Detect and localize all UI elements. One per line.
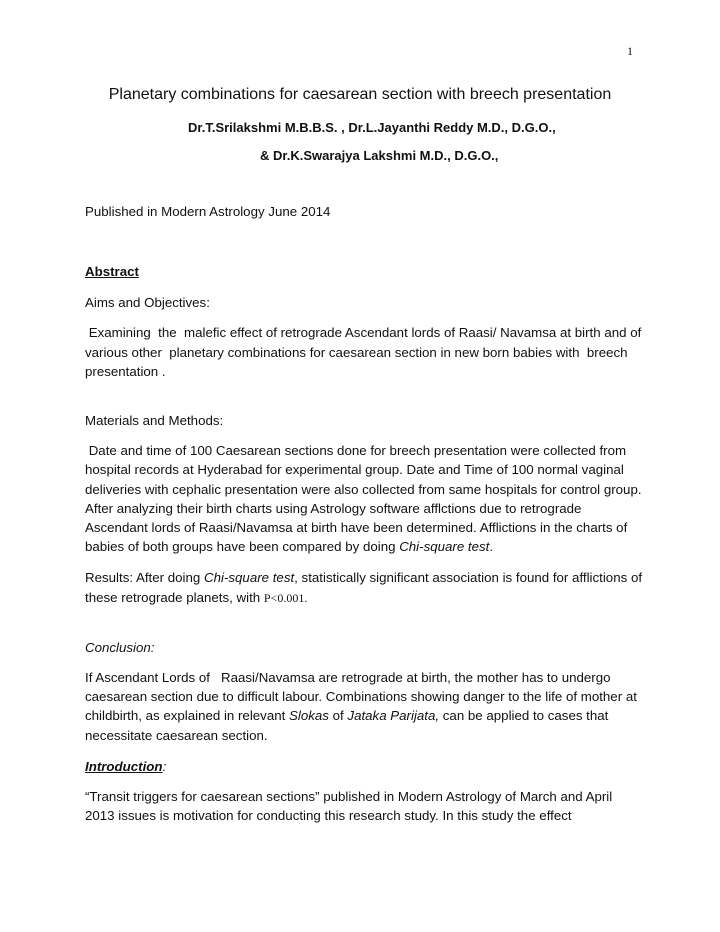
- conclusion-text: If Ascendant Lords of Raasi/Navamsa are retrograde at birth, the mother has to undergo caesarean section due to difficult labour. Combinations showing danger to the life of mother at childbirth, as explained in relevant: [85, 670, 641, 724]
- methods-chi-square: Chi-square test: [399, 539, 490, 555]
- conclusion-paragraph: [85, 668, 645, 745]
- introduction-colon: :: [162, 758, 167, 774]
- conclusion-jataka-parijata: Jataka Parijata,: [347, 708, 440, 724]
- results-paragraph: [85, 568, 645, 607]
- results-p-value: P<0.001.: [263, 590, 308, 605]
- conclusion-slokas: Slokas: [289, 708, 329, 724]
- introduction-heading: [85, 757, 645, 776]
- methods-text: Date and time of 100 Caesarean sections done for breech presentation were collected from hospital records at Hyderabad for experimental group. Date and Time of 100 normal vaginal deliveries with cephalic presentation were also collected from same hospitals for control group. After analyzing their birth charts using Astrology software afflctions due to retrograde Ascendant lords of Raasi/Navamsa at birth have been determined. Afflictions in the charts of babies of both groups have been compared by doing: [85, 443, 645, 555]
- abstract-section: [85, 262, 645, 825]
- conclusion-heading-text: Conclusion:: [85, 639, 155, 655]
- results-chi-square: Chi-square test: [204, 570, 295, 586]
- authors-line-2: & Dr.K.Swarajya Lakshmi M.D., D.G.O.,: [260, 148, 499, 163]
- paper-title: Planetary combinations for caesarean section with breech presentation: [108, 86, 612, 103]
- conclusion-heading: [85, 638, 645, 657]
- introduction-heading-text: Introduction: [85, 758, 163, 774]
- methods-period: .: [489, 539, 494, 555]
- publication-info: Published in Modern Astrology June 2014: [85, 204, 331, 219]
- conclusion-of: of: [328, 708, 348, 724]
- results-lead: Results: After doing: [85, 570, 204, 586]
- methods-paragraph: [85, 441, 645, 556]
- results-text: , statistically significant association is found for afflictions of these retrograde planets, with: [85, 570, 643, 605]
- abstract-heading: Abstract: [85, 264, 139, 279]
- aims-heading: Aims and Objectives:: [85, 295, 210, 311]
- aims-paragraph: Examining the malefic effect of retrograde Ascendant lords of Raasi/ Navamsa at birth and of various other planetary combinations for caesarean section in new born babies with breech presentation .: [85, 325, 646, 379]
- introduction-paragraph: “Transit triggers for caesarean sections” published in Modern Astrology of March and April 2013 issues is motivation for conducting this research study. In this study the effect: [85, 789, 613, 824]
- authors-line-1: Dr.T.Srilakshmi M.B.B.S. , Dr.L.Jayanthi Reddy M.D., D.G.O.,: [188, 120, 556, 135]
- methods-heading: Materials and Methods:: [85, 413, 224, 429]
- page-number: 1: [627, 44, 633, 58]
- conclusion-end: can be applied to cases that necessitate caesarean section.: [85, 708, 613, 743]
